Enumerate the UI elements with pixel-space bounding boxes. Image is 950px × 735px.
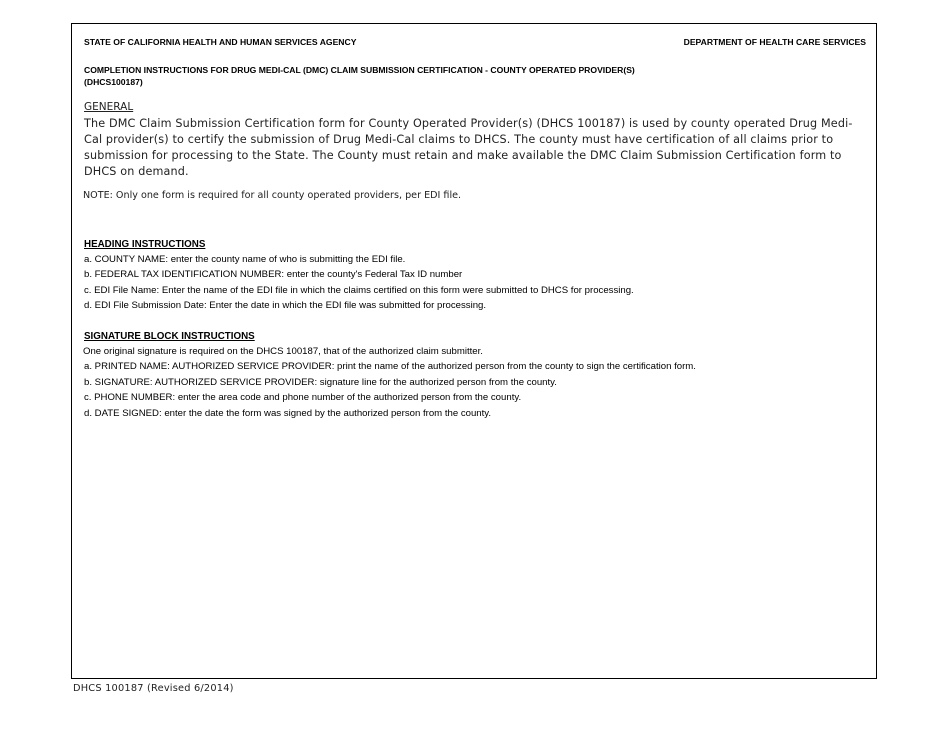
document-title-line-2: (DHCS100187) <box>84 77 143 87</box>
document-title-line-1: COMPLETION INSTRUCTIONS FOR DRUG MEDI-CAL (DMC) CLAIM SUBMISSION CERTIFICATION - COUNTY OPERATED PROVIDER(S) <box>84 65 635 75</box>
list-item: c. PHONE NUMBER: enter the area code and phone number of the authorized person from the county. <box>84 392 522 404</box>
signature-block-list <box>83 344 696 421</box>
list-item: c. EDI File Name: Enter the name of the EDI file in which the claims certified on this form were submitted to DHCS for processing. <box>84 284 634 296</box>
signature-intro: One original signature is required on the DHCS 100187, that of the authorized claim submitter. <box>83 346 483 357</box>
heading-instructions-heading: HEADING INSTRUCTIONS <box>84 239 206 250</box>
document-title <box>84 64 635 88</box>
department-name: DEPARTMENT OF HEALTH CARE SERVICES <box>683 37 866 47</box>
general-heading: GENERAL <box>84 101 134 113</box>
form-revision-footer: DHCS 100187 (Revised 6/2014) <box>73 683 234 694</box>
general-body: The DMC Claim Submission Certification form for County Operated Provider(s) (DHCS 100187) is used by county operated Drug Medi-Cal provider(s) to certify the submission of Drug Medi-Cal claims to DHCS. The county must have certification of all claims prior to submission for processing to the State. The County must retain and make available the DMC Claim Submission Certification form to DHCS on demand. <box>84 117 853 178</box>
list-item: d. DATE SIGNED: enter the date the form was signed by the authorized person from the county. <box>84 407 492 419</box>
general-note: NOTE: Only one form is required for all county operated providers, per EDI file. <box>83 190 462 201</box>
list-item: a. COUNTY NAME: enter the county name of who is submitting the EDI file. <box>84 254 406 265</box>
list-item: a. PRINTED NAME: AUTHORIZED SERVICE PROVIDER: print the name of the authorized person from the county to sign the certification form. <box>84 361 696 373</box>
heading-instructions-list <box>84 252 634 314</box>
signature-block-heading: SIGNATURE BLOCK INSTRUCTIONS <box>84 331 255 342</box>
list-item: b. SIGNATURE: AUTHORIZED SERVICE PROVIDER: signature line for the authorized person from the county. <box>84 376 557 388</box>
list-item: d. EDI File Submission Date: Enter the date in which the EDI file was submitted for processing. <box>84 300 487 312</box>
form-border-box <box>71 23 877 679</box>
agency-name: STATE OF CALIFORNIA HEALTH AND HUMAN SERVICES AGENCY <box>84 37 357 47</box>
list-item: b. FEDERAL TAX IDENTIFICATION NUMBER: enter the county's Federal Tax ID number <box>84 269 463 281</box>
